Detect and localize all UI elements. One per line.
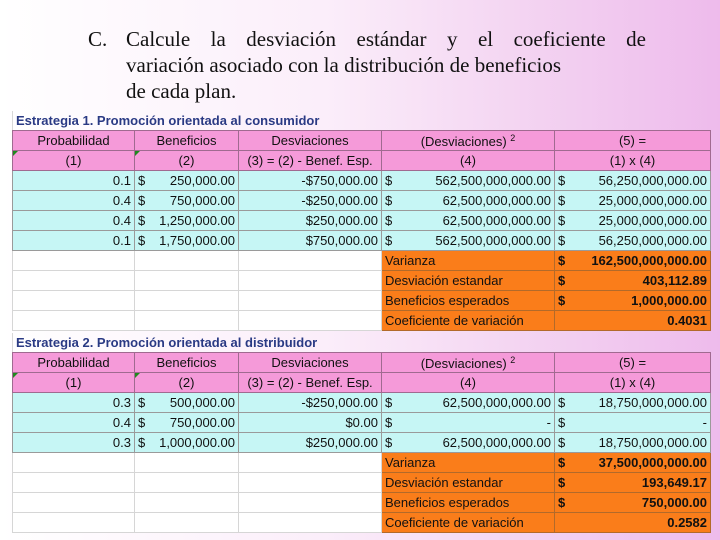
empty-cell[interactable] [135,493,239,513]
comment-marker-icon [13,373,18,378]
header-text: (1) x (4) [609,375,656,390]
comment-marker-icon [13,151,18,156]
squared-value: 562,500,000,000.00 [435,233,551,248]
result-row [13,473,711,493]
result-value: 0.2582 [667,515,707,530]
benefit-value: 1,750,000.00 [159,233,235,248]
benefit-value: 1,250,000.00 [159,213,235,228]
header-text: (4) [460,375,476,390]
deviation-cell[interactable]: -$250,000.00 [239,393,382,413]
result-value: 0.4031 [667,313,707,328]
header-text: (1) x (4) [609,153,656,168]
product-cell[interactable] [555,433,711,453]
result-value-cell[interactable] [555,291,711,311]
squared-deviation-cell[interactable] [382,413,555,433]
header-row [13,353,711,373]
empty-cell[interactable] [13,311,135,331]
result-label[interactable]: Beneficios esperados [382,291,555,311]
product-cell[interactable] [555,393,711,413]
result-label[interactable]: Varianza [382,251,555,271]
header-cell [382,353,555,373]
result-value: 37,500,000,000.00 [598,455,707,470]
table-row [13,413,711,433]
product-value: 18,750,000,000.00 [598,435,707,450]
probability-cell[interactable]: 0.1 [13,171,135,191]
product-cell[interactable] [555,191,711,211]
currency-sign: $ [558,475,566,490]
result-label[interactable]: Coeficiente de variación [382,311,555,331]
question-line: Calcule la desviación estándar y el coeficiente de [126,27,646,51]
empty-cell[interactable] [239,271,382,291]
currency-sign: $ [558,455,566,470]
header-cell [135,131,239,151]
currency-sign: $ [138,213,146,228]
benefit-cell[interactable] [135,413,239,433]
table-row [13,433,711,453]
question-line: variación asociado con la distribución de beneficios [126,53,562,77]
squared-value: 62,500,000,000.00 [442,395,551,410]
currency-sign: $ [138,415,146,430]
header-text: (4) [460,153,476,168]
result-row [13,291,711,311]
question-text [126,26,646,104]
header-cell [239,373,382,393]
header-text: Probabilidad [37,133,110,148]
benefit-cell[interactable] [135,211,239,231]
currency-sign: $ [385,395,393,410]
currency-sign: $ [385,193,393,208]
empty-cell[interactable] [239,473,382,493]
result-value-cell[interactable] [555,311,711,331]
header-cell [135,151,239,171]
benefit-value: 1,000,000.00 [159,435,235,450]
currency-sign: $ [558,213,566,228]
currency-sign: $ [558,415,566,430]
product-value: - [702,415,707,430]
result-label[interactable]: Varianza [382,453,555,473]
currency-sign: $ [385,415,393,430]
product-cell[interactable] [555,211,711,231]
header-text: Desviaciones [271,355,349,370]
superscript: 2 [510,354,516,365]
squared-value: 62,500,000,000.00 [442,213,551,228]
result-value: 162,500,000,000.00 [591,253,707,268]
currency-sign: $ [138,233,146,248]
header-text: (2) [178,375,195,390]
currency-sign: $ [558,173,566,188]
benefit-cell[interactable] [135,393,239,413]
header-text: (Desviaciones) [420,355,507,371]
result-value-cell[interactable] [555,473,711,493]
currency-sign: $ [558,193,566,208]
product-value: 56,250,000,000.00 [598,173,707,188]
header-cell [555,151,711,171]
empty-cell[interactable] [135,513,239,533]
currency-sign: $ [385,173,393,188]
currency-sign: $ [385,435,393,450]
squared-deviation-cell[interactable] [382,171,555,191]
header-cell [13,131,135,151]
benefit-cell[interactable] [135,191,239,211]
result-label[interactable]: Desviación estandar [382,473,555,493]
table-row [13,191,711,211]
header-text: (1) [65,375,82,390]
squared-value: 62,500,000,000.00 [442,193,551,208]
result-value-cell[interactable] [555,453,711,473]
currency-sign: $ [558,435,566,450]
strategy-title: Estrategia 1. Promoción orientada al consumidor [12,111,710,130]
strategy-1-table [12,130,711,331]
header-text: Desviaciones [271,133,349,148]
header-cell [135,373,239,393]
product-value: 25,000,000,000.00 [598,193,707,208]
currency-sign: $ [558,253,566,268]
header-cell [13,151,135,171]
empty-cell[interactable] [135,311,239,331]
header-text: (5) = [618,133,647,148]
comment-marker-icon [135,373,140,378]
result-row [13,251,711,271]
header-cell [135,353,239,373]
header-text: (2) [178,153,195,168]
header-cell [239,131,382,151]
currency-sign: $ [558,293,566,308]
squared-deviation-cell[interactable] [382,393,555,413]
empty-cell[interactable] [239,311,382,331]
header-cell [382,131,555,151]
header-text: Beneficios [156,355,217,370]
result-label[interactable]: Coeficiente de variación [382,513,555,533]
comment-marker-icon [135,151,140,156]
result-value-cell[interactable] [555,493,711,513]
result-row [13,453,711,473]
probability-cell[interactable]: 0.4 [13,191,135,211]
header-row [13,373,711,393]
table-row [13,211,711,231]
currency-sign: $ [558,395,566,410]
header-text: (3) = (2) - Benef. Esp. [247,153,373,168]
header-cell [239,151,382,171]
deviation-cell[interactable]: $250,000.00 [239,433,382,453]
empty-cell[interactable] [135,473,239,493]
result-row [13,271,711,291]
empty-cell[interactable] [239,493,382,513]
empty-cell[interactable] [135,453,239,473]
table-row [13,171,711,191]
currency-sign: $ [138,395,146,410]
probability-cell[interactable]: 0.1 [13,231,135,251]
currency-sign: $ [385,213,393,228]
header-cell [555,131,711,151]
empty-cell[interactable] [13,271,135,291]
result-label[interactable]: Desviación estandar [382,271,555,291]
header-text: (3) = (2) - Benef. Esp. [247,375,373,390]
benefit-value: 750,000.00 [169,193,235,208]
benefit-value: 750,000.00 [169,415,235,430]
product-value: 56,250,000,000.00 [598,233,707,248]
currency-sign: $ [558,495,566,510]
deviation-cell[interactable]: -$750,000.00 [239,171,382,191]
probability-cell[interactable]: 0.4 [13,211,135,231]
result-value: 750,000.00 [641,495,707,510]
squared-value: 562,500,000,000.00 [435,173,551,188]
squared-deviation-cell[interactable] [382,211,555,231]
header-row [13,131,711,151]
deviation-cell[interactable]: $750,000.00 [239,231,382,251]
header-text: Probabilidad [37,355,110,370]
result-value: 193,649.17 [641,475,707,490]
deviation-cell[interactable]: $250,000.00 [239,211,382,231]
header-cell [239,353,382,373]
empty-cell[interactable] [135,291,239,311]
header-text: Beneficios [156,133,217,148]
result-label[interactable]: Beneficios esperados [382,493,555,513]
probability-cell[interactable]: 0.3 [13,433,135,453]
empty-cell[interactable] [13,453,135,473]
empty-cell[interactable] [13,251,135,271]
superscript: 2 [510,132,516,143]
currency-sign: $ [558,233,566,248]
result-value-cell[interactable] [555,271,711,291]
empty-cell[interactable] [135,251,239,271]
benefit-cell[interactable] [135,231,239,251]
header-text: (Desviaciones) [420,133,507,149]
header-cell [13,373,135,393]
header-cell [382,373,555,393]
product-cell[interactable] [555,171,711,191]
empty-cell[interactable] [135,271,239,291]
empty-cell[interactable] [239,251,382,271]
strategy-title: Estrategia 2. Promoción orientada al distribuidor [12,333,710,352]
empty-cell[interactable] [239,513,382,533]
currency-sign: $ [385,233,393,248]
header-cell [382,151,555,171]
table-row [13,231,711,251]
product-value: 18,750,000,000.00 [598,395,707,410]
probability-cell[interactable]: 0.3 [13,393,135,413]
squared-value: - [546,415,551,430]
header-row [13,151,711,171]
strategy-2-table [12,352,711,533]
header-text: (5) = [618,355,647,370]
result-value: 1,000,000.00 [631,293,707,308]
question-label: C. [88,27,108,51]
strategy-1-block [12,111,710,331]
squared-deviation-cell[interactable] [382,191,555,211]
empty-cell[interactable] [13,513,135,533]
header-text: (1) [65,153,82,168]
squared-deviation-cell[interactable] [382,231,555,251]
currency-sign: $ [138,193,146,208]
header-cell [555,373,711,393]
currency-sign: $ [558,273,566,288]
header-cell [555,353,711,373]
result-value-cell[interactable] [555,251,711,271]
table-row [13,393,711,413]
result-row [13,311,711,331]
deviation-cell[interactable]: $0.00 [239,413,382,433]
result-row [13,493,711,513]
empty-cell[interactable] [13,291,135,311]
empty-cell[interactable] [239,291,382,311]
benefit-value: 500,000.00 [169,395,235,410]
benefit-cell[interactable] [135,171,239,191]
question-line: de cada plan. [126,79,237,103]
header-cell [13,353,135,373]
deviation-cell[interactable]: -$250,000.00 [239,191,382,211]
empty-cell[interactable] [13,473,135,493]
strategy-2-block [12,333,710,533]
benefit-cell[interactable] [135,433,239,453]
product-value: 25,000,000,000.00 [598,213,707,228]
squared-deviation-cell[interactable] [382,433,555,453]
currency-sign: $ [138,173,146,188]
result-row [13,513,711,533]
result-value: 403,112.89 [642,273,707,288]
result-value-cell[interactable] [555,513,711,533]
product-cell[interactable] [555,231,711,251]
benefit-value: 250,000.00 [169,173,235,188]
currency-sign: $ [138,435,146,450]
empty-cell[interactable] [239,453,382,473]
probability-cell[interactable]: 0.4 [13,413,135,433]
squared-value: 62,500,000,000.00 [442,435,551,450]
product-cell[interactable] [555,413,711,433]
empty-cell[interactable] [13,493,135,513]
